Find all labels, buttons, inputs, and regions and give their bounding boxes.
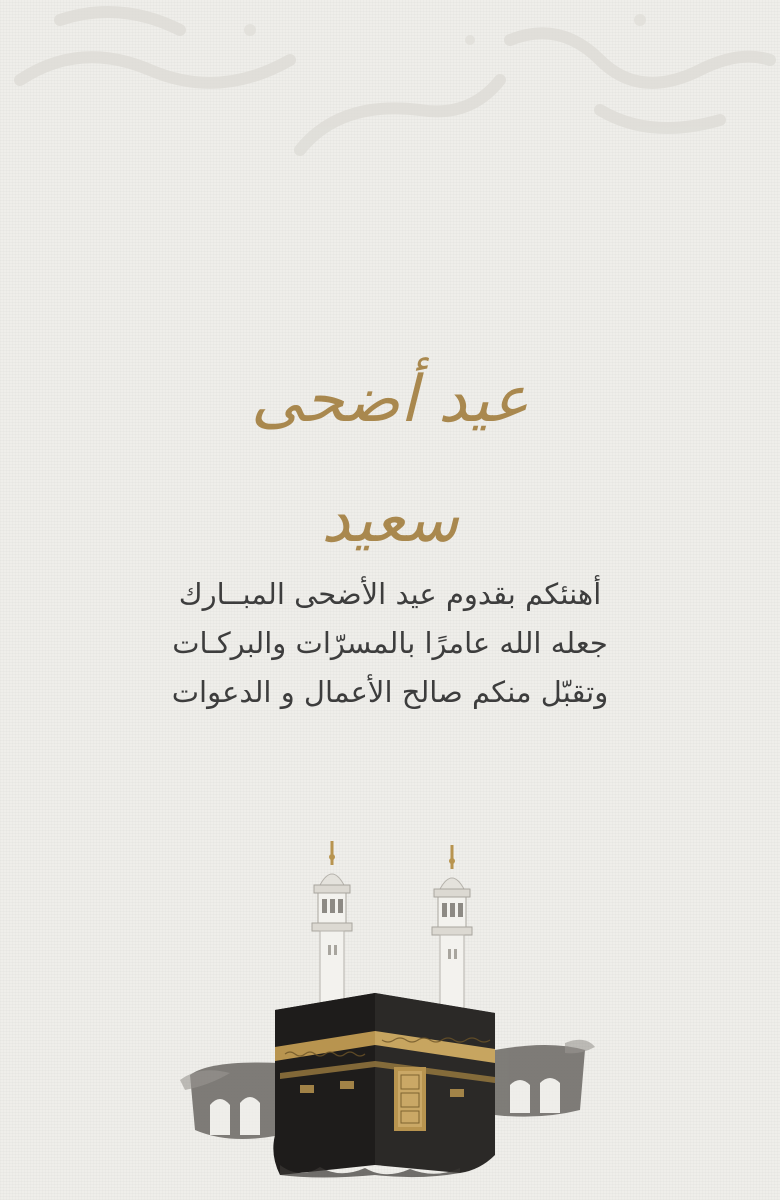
kaaba-illustration-icon xyxy=(170,835,600,1180)
right-minaret xyxy=(432,845,472,1011)
eid-title: عيد أضحى سعيد xyxy=(250,363,530,557)
calligraphy-watermark-icon xyxy=(0,0,780,170)
greeting-text xyxy=(150,570,630,717)
kaaba-cube xyxy=(273,993,495,1178)
greeting-line-2: جعله الله عامرًا بالمسرّات والبركـات xyxy=(172,626,608,660)
greeting-line-3: وتقبّل منكم صالح الأعمال و الدعوات xyxy=(171,675,609,709)
left-minaret xyxy=(312,841,352,1011)
greeting-line-1: أهنئكم بقدوم عيد الأضحى المبــارك xyxy=(178,577,602,611)
